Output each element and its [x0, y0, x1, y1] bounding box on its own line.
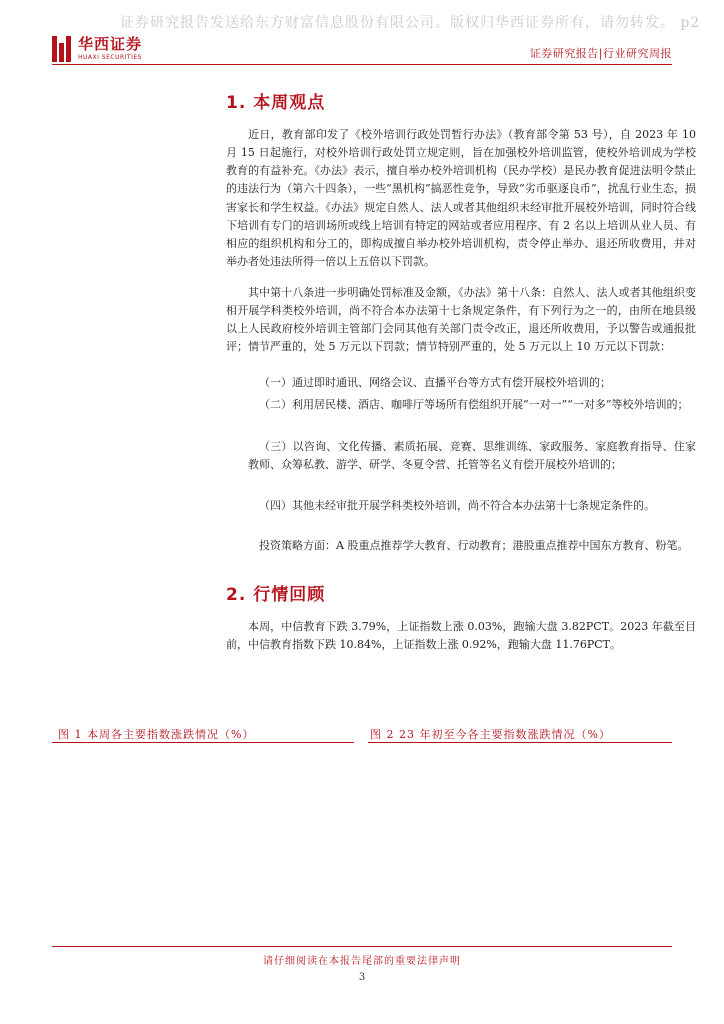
section-title-market-review: 2. 行情回顾: [226, 585, 326, 605]
watermark-text: 证券研究报告发送给东方财富信息股份有限公司。版权归华西证券所有，请勿转发。 p2: [120, 15, 701, 31]
section-title-views: 1. 本周观点: [226, 93, 326, 113]
logo-name-cn: 华西证券: [78, 35, 143, 53]
company-logo: [52, 35, 142, 63]
paragraph-article-18: 其中第十八条进一步明确处罚标准及金额，《办法》第十八条：自然人、法人或者其他组织变相开展学科类校外培训，尚不符合本办法第十七条规定条件，有下列行为之一的，由所在地县级以上人民政府校外培训主管部门会同其他有关部门责令改正，退还所收费用，予以警告或通报批评；情节严重的，处 5 万元以下罚款；情节特别严重的，处 5 万元以上 10 万元以下罚款：: [226, 286, 696, 354]
logo-name-en: HUAXI SECURITIES: [78, 54, 142, 61]
figure-2-caption: 图 2 23 年初至今各主要指数涨跌情况（%）: [370, 728, 611, 741]
list-item-3: （三）以咨询、文化传播、素质拓展、竞赛、思维训练、家政服务、家庭教育指导、住家教师、众筹私教、游学、研学、冬夏令营、托管等名义有偿开展校外培训的；: [248, 440, 696, 472]
list-item-4: （四）其他未经审批开展学科类校外培训，尚不符合本办法第十七条规定条件的。: [259, 499, 655, 512]
list-item-2: （二）利用居民楼、酒店、咖啡厅等场所有偿组织开展“一对一”“一对多”等校外培训的；: [259, 398, 689, 411]
list-item-1: （一）通过即时通讯、网络会议、直播平台等方式有偿开展校外培训的；: [259, 376, 611, 389]
page-number: 3: [358, 972, 366, 983]
header-divider: [52, 64, 672, 65]
figure-2-divider: [368, 742, 672, 743]
paragraph-market-review: 本周，中信教育下跌 3.79%，上证指数上涨 0.03%，跑输大盘 3.82PCT。2023 年截至目前，中信教育指数下跌 10.84%，上证指数上涨 0.92%，跑输大盘 11.76PCT。: [226, 620, 696, 652]
legal-disclaimer-note: 请仔细阅读在本报告尾部的重要法律声明: [263, 956, 461, 967]
report-type-label: 证券研究报告|行业研究周报: [529, 47, 672, 60]
figure-1-divider: [52, 742, 354, 743]
logo-mark-icon: [52, 36, 72, 62]
figure-1-caption: 图 1 本周各主要指数涨跌情况（%）: [58, 728, 255, 741]
investment-strategy: 投资策略方面：A 股重点推荐学大教育、行动教育；港股重点推荐中国东方教育、粉笔。: [259, 539, 689, 552]
paragraph-intro: 近日，教育部印发了《校外培训行政处罚暂行办法》（教育部令第 53 号），自 2023 年 10 月 15 日起施行，对校外培训行政处罚立规定则，旨在加强校外培训监管，使校外培训成为学校教育的有益补充。《办法》表示，擅自举办校外培训机构（民办学校）是民办教育促进法明令禁止的违法行为（第六十四条），一些“黑机构”搞恶性竞争，导致“劣币驱逐良币”，扰乱行业生态，损害家长和学生权益。《办法》规定自然人、法人或者其他组织未经审批开展校外培训，同时符合线下培训有专门的培训场所或线上培训有特定的网站或者应用程序、有 2 名以上培训从业人员、有相应的组织机构和分工的，即构成擅自举办校外培训机构，责令停止举办、退还所收费用，并对举办者处违法所得一倍以上五倍以下罚款。: [226, 128, 696, 268]
footer-divider: [52, 946, 672, 947]
